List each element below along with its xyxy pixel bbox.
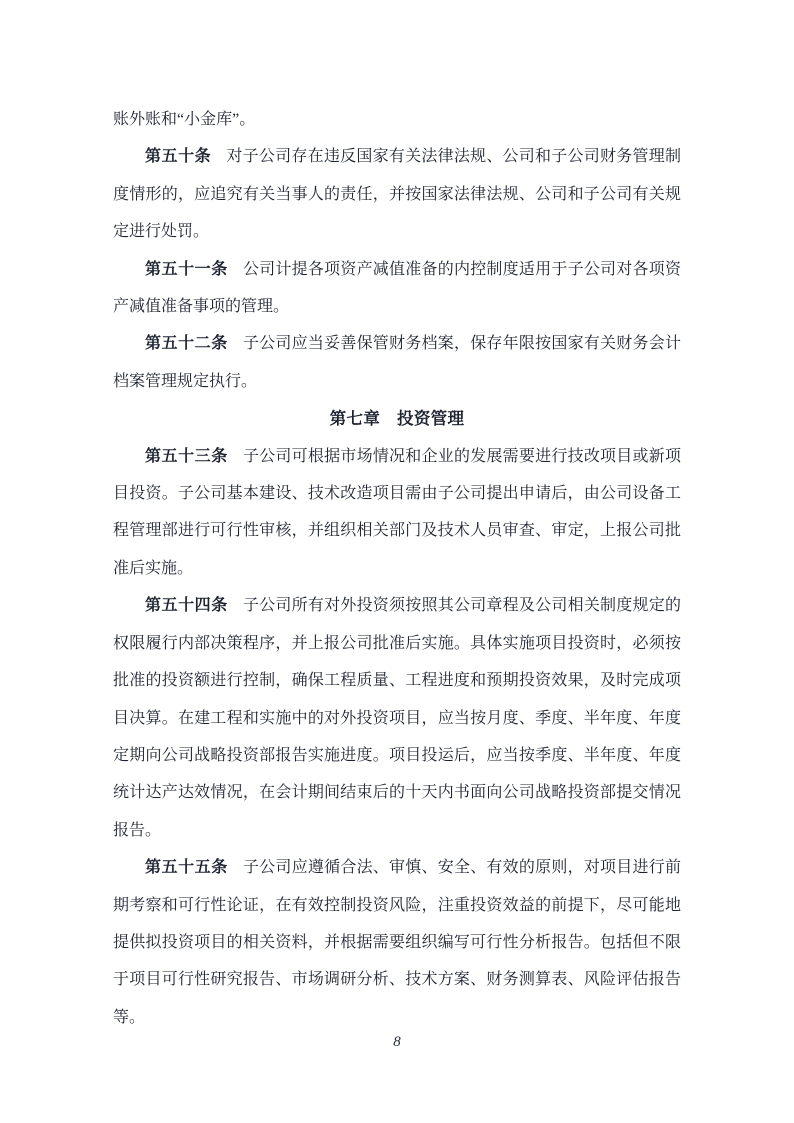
article-paragraph-52 [113, 325, 681, 400]
document-content [113, 101, 681, 1036]
article-number-53: 第五十三条 [145, 447, 228, 465]
article-body-55: 子公司应遵循合法、审慎、安全、有效的原则，对项目进行前期考察和可行性论证，在有效控制投资风险，注重投资效益的前提下，尽可能地提供拟投资项目的相关资料，并根据需要组织编写可行性分析报告。包括但不限于项目可行性研究报告、市场调研分析、技术方案、财务测算表、风险评估报告等。 [113, 859, 681, 1026]
article-paragraph-51 [113, 251, 681, 326]
article-number-55: 第五十五条 [145, 859, 228, 877]
article-number-50: 第五十条 [145, 148, 212, 166]
article-number-51: 第五十一条 [145, 260, 228, 278]
article-body-50: 对子公司存在违反国家有关法律法规、公司和子公司财务管理制度情形的，应追究有关当事人的责任，并按国家法律法规、公司和子公司有关规定进行处罚。 [113, 148, 681, 241]
article-paragraph-55 [113, 849, 681, 1036]
article-paragraph-54 [113, 587, 681, 849]
article-body-51: 公司计提各项资产减值准备的内控制度适用于子公司对各项资产减值准备事项的管理。 [113, 260, 681, 316]
article-paragraph-50 [113, 138, 681, 250]
page-number: 8 [393, 1034, 401, 1050]
page-footer [0, 1032, 794, 1052]
chapter-heading: 第七章 投资管理 [329, 409, 465, 429]
paragraph-continuation [113, 101, 681, 138]
article-number-54: 第五十四条 [145, 597, 228, 615]
article-number-52: 第五十二条 [145, 335, 228, 353]
article-body-53: 子公司可根据市场情况和企业的发展需要进行技改项目或新项目投资。子公司基本建设、技术改造项目需由子公司提出申请后，由公司设备工程管理部进行可行性审核，并组织相关部门及技术人员审查、审定，上报公司批准后实施。 [113, 447, 681, 577]
continuation-text: 账外账和“小金库”。 [113, 111, 256, 128]
article-paragraph-53 [113, 438, 681, 588]
article-body-54: 子公司所有对外投资须按照其公司章程及公司相关制度规定的权限履行内部决策程序，并上报公司批准后实施。具体实施项目投资时，必须按批准的投资额进行控制，确保工程质量、工程进度和预期投资效果，及时完成项目决算。在建工程和实施中的对外投资项目，应当按月度、季度、半年度、年度定期向公司战略投资部报告实施进度。项目投运后，应当按季度、半年度、年度统计达产达效情况，在会计期间结束后的十天内书面向公司战略投资部提交情况报告。 [113, 597, 681, 839]
article-body-52: 子公司应当妥善保管财务档案，保存年限按国家有关财务会计档案管理规定执行。 [113, 335, 681, 390]
